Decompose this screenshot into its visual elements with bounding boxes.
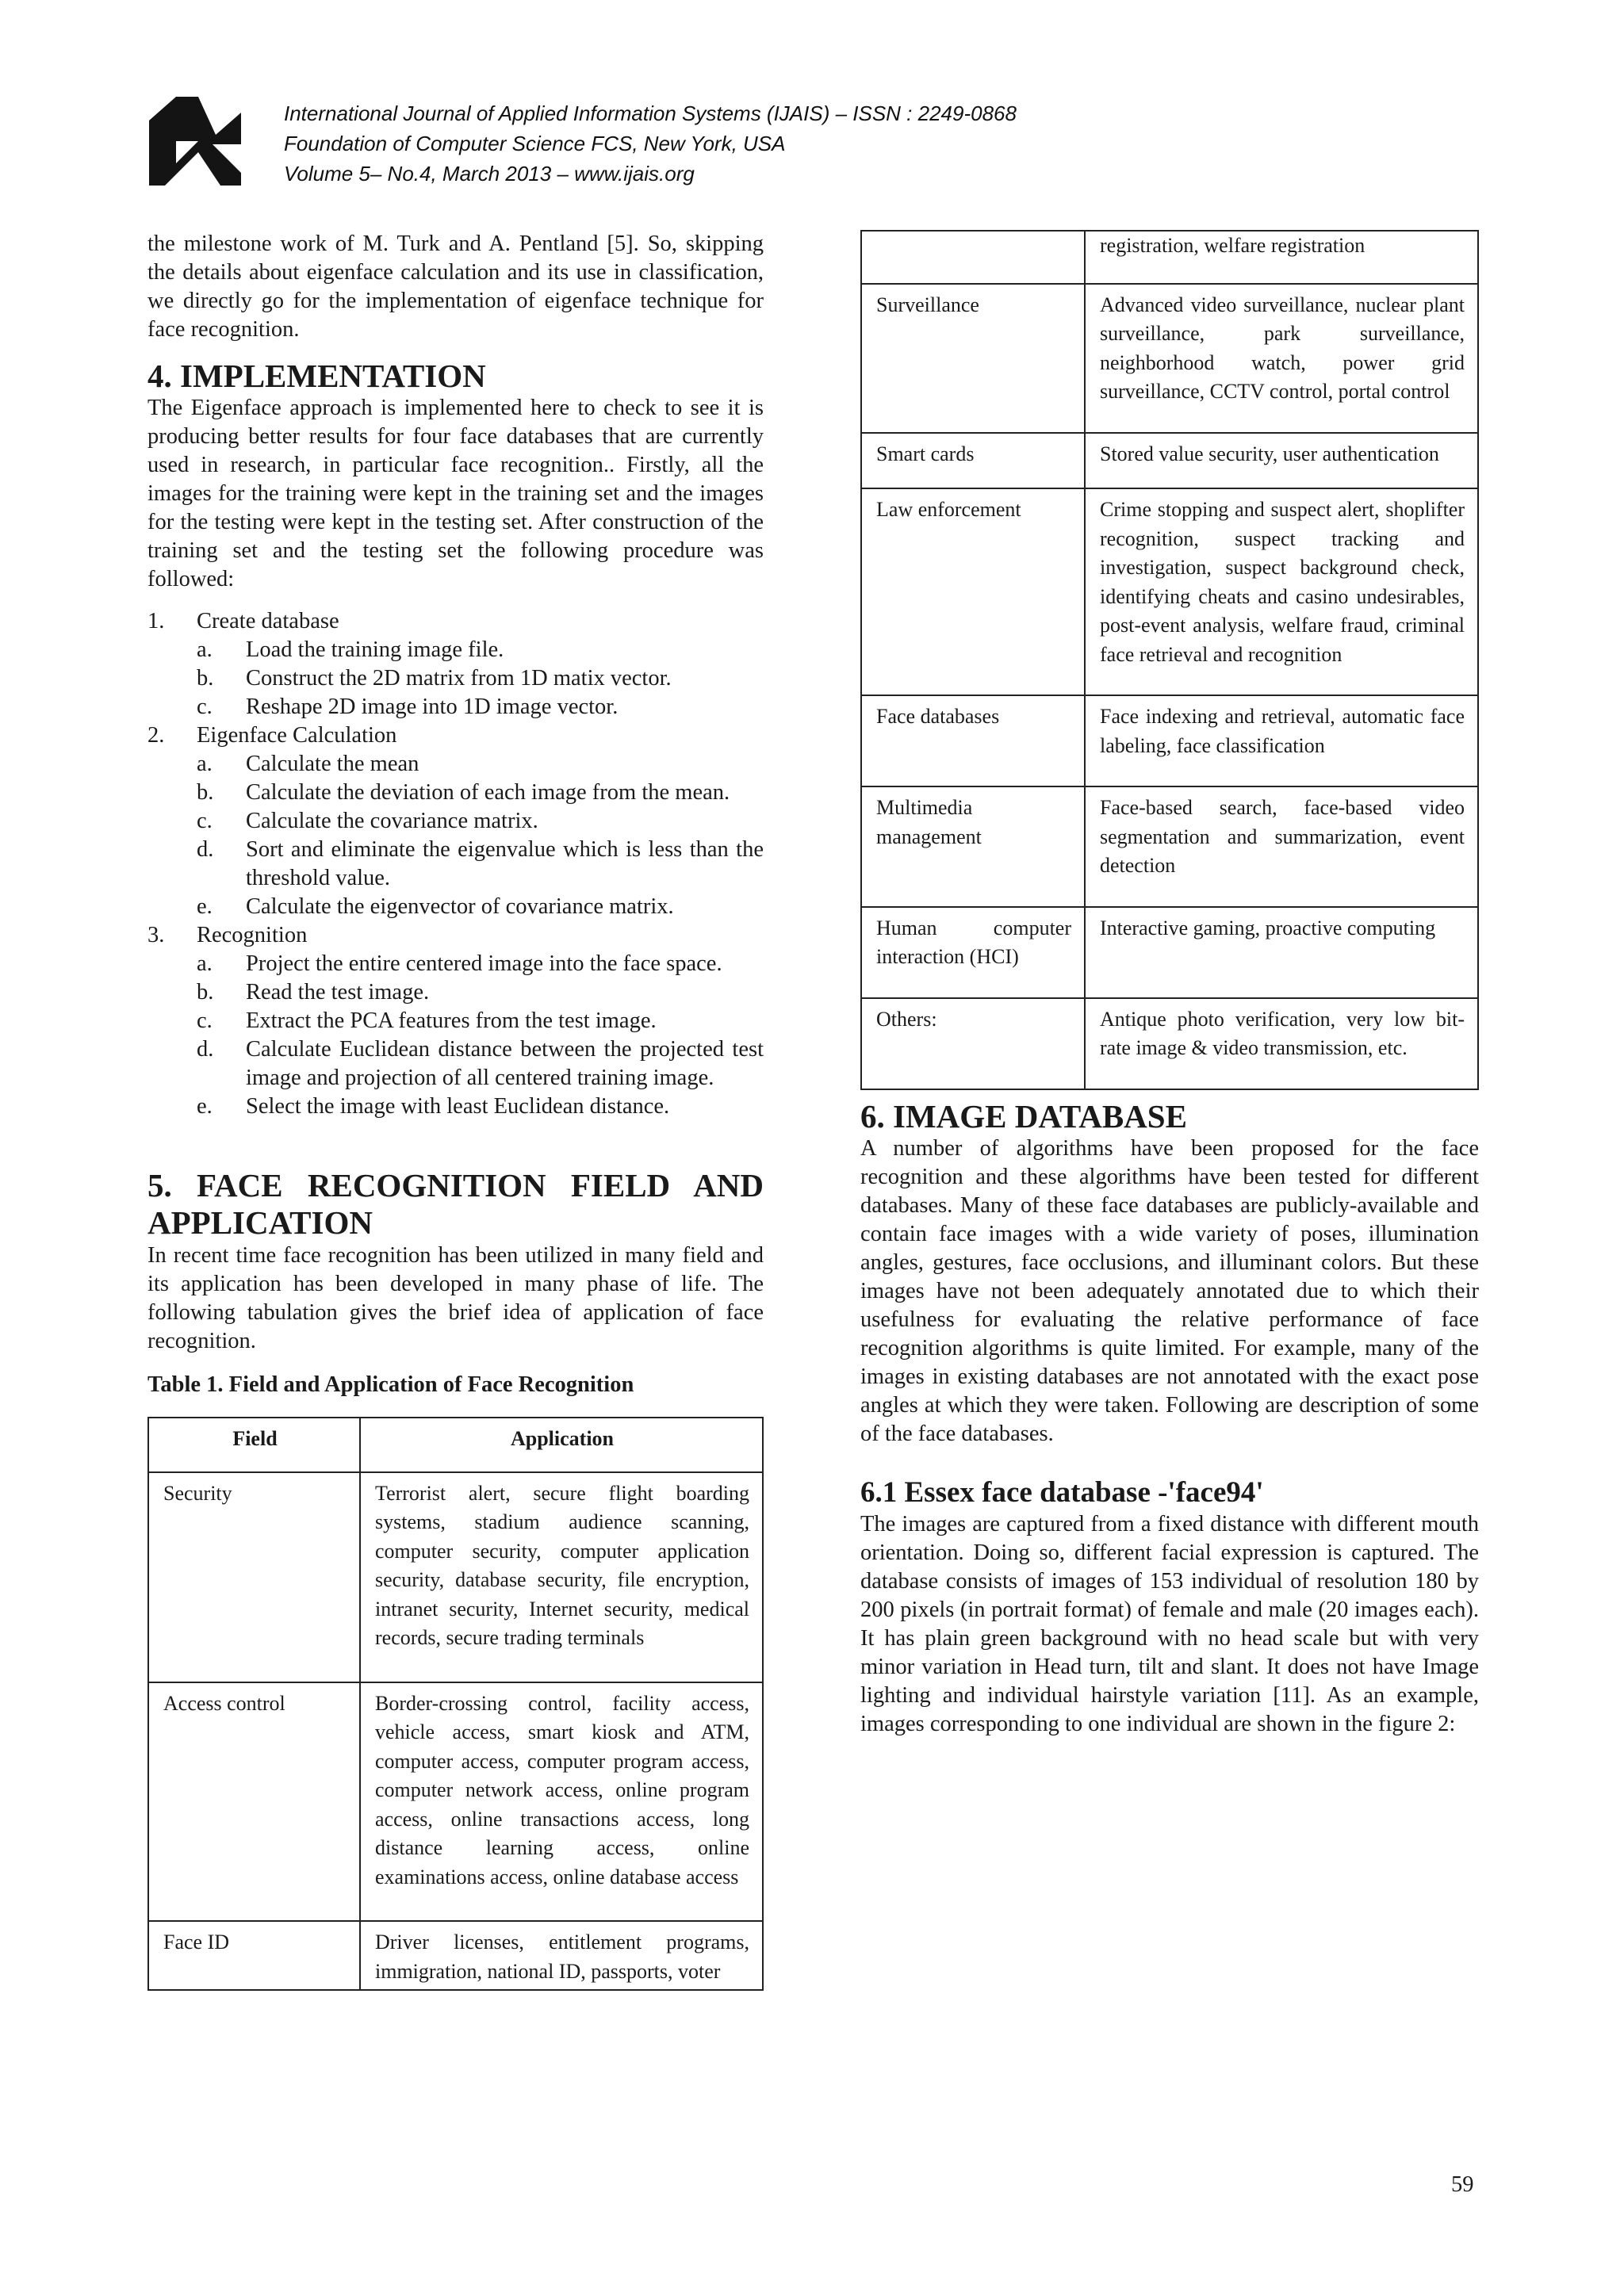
table-row [861,488,1478,695]
step-number: 3. [147,923,165,947]
sub-list [197,950,764,1121]
journal-header [284,98,1017,189]
step-number: 1. [147,609,165,633]
application-table-part-1 [147,1417,764,1991]
application-cell: registration, welfare registration [1085,231,1478,284]
application-cell: Advanced video surveillance, nuclear plant surveillance, park surveillance, neighborhood watch, power grid surveillance, CCTV control, portal control [1085,284,1478,433]
application-cell: Face indexing and retrieval, automatic face labeling, face classification [1085,695,1478,786]
section-5-heading-line-1: 5. FACE RECOGNITION FIELD AND [147,1167,764,1203]
list-item [147,779,764,807]
sub-text: Project the entire centered image into the face space. [246,951,722,976]
application-cell: Border-crossing control, facility access, vehicle access, smart kiosk and ATM, computer access, computer program access, computer network access, online program access, online transactions access, long distance learning access, online examinations access, online database access [360,1682,763,1922]
field-cell: Surveillance [861,284,1085,433]
header-line-2: Foundation of Computer Science FCS, New York, USA [284,132,786,155]
sub-list [197,636,764,721]
application-cell: Crime stopping and suspect alert, shoplifter recognition, suspect tracking and investigation, suspect background check, identifying cheats and casino undesirables, post-event analysis, welfare fraud, criminal face retrieval and recognition [1085,488,1478,695]
sub-letter: d. [197,1037,214,1062]
list-item [147,921,764,1121]
field-cell: Face ID [148,1921,360,1990]
sub-text: Calculate the deviation of each image from the mean. [246,780,730,805]
step-label: Create database [197,609,339,633]
header-line-3: Volume 5– No.4, March 2013 – www.ijais.org [284,162,695,186]
section-5-heading-line-2: APPLICATION [147,1204,373,1241]
sub-letter: b. [197,780,214,805]
field-cell: Law enforcement [861,488,1085,695]
table-row [148,1682,763,1922]
intro-paragraph: the milestone work of M. Turk and A. Pentland [5]. So, skipping the details about eigenface calculation and its use in classification, we directly go for the implementation of eigenface technique for face recognition. [147,232,764,342]
header-line-1: International Journal of Applied Information Systems (IJAIS) – ISSN : 2249-0868 [284,101,1017,125]
section-6-heading: 6. IMAGE DATABASE [860,1097,1187,1135]
table-row [861,998,1478,1089]
sub-letter: c. [197,809,213,833]
list-item [147,1035,764,1093]
list-item [147,893,764,921]
list-item [147,693,764,721]
sub-letter: a. [197,951,213,976]
list-item [147,607,764,721]
list-item [147,807,764,836]
table-header-row [148,1418,763,1472]
list-item [147,636,764,664]
field-cell: Access control [148,1682,360,1922]
section-4-body: The Eigenface approach is implemented here to check to see it is producing better results for four face databases that are currently used in research, in particular face recognition.. Firstly, all the images for the training were kept in the training set and the images for the testing were kept in the testing set. After construction of the training set and the testing set the following procedure was followed: [147,396,764,591]
section-5-heading [147,1167,764,1204]
sub-text: Calculate the covariance matrix. [246,809,538,833]
sub-letter: c. [197,695,213,719]
field-cell: Smart cards [861,433,1085,489]
page-number: 59 [1451,2172,1474,2197]
sub-text: Calculate the eigenvector of covariance matrix. [246,894,674,919]
sub-text: Reshape 2D image into 1D image vector. [246,695,619,719]
sub-letter: e. [197,1094,213,1119]
sub-letter: b. [197,666,214,691]
application-cell: Driver licenses, entitlement programs, immigration, national ID, passports, voter [360,1921,763,1990]
field-cell: Face databases [861,695,1085,786]
list-item [147,978,764,1007]
table-row [861,907,1478,998]
section-6-1-heading: 6.1 Essex face database -'face94' [860,1475,1264,1509]
journal-logo-icon [149,97,241,186]
table-row [861,695,1478,786]
table-row [148,1921,763,1990]
application-cell: Interactive gaming, proactive computing [1085,907,1478,998]
step-label: Eigenface Calculation [197,723,397,748]
application-cell: Face-based search, face-based video segmentation and summarization, event detection [1085,786,1478,907]
list-item [147,836,764,893]
sub-letter: c. [197,1008,213,1033]
field-cell: Security [148,1472,360,1682]
sub-letter: a. [197,637,213,662]
table-row [861,433,1478,489]
sub-text: Read the test image. [246,980,430,1004]
field-cell: Others: [861,998,1085,1089]
list-item [147,1007,764,1035]
table-row [148,1472,763,1682]
table-row [861,786,1478,907]
field-cell [861,231,1085,284]
list-item [147,664,764,693]
list-item [147,750,764,779]
step-number: 2. [147,723,165,748]
field-cell: Multimedia management [861,786,1085,907]
sub-letter: d. [197,837,214,862]
field-cell: Human computer interaction (HCI) [861,907,1085,998]
list-item [147,721,764,921]
sub-text: Sort and eliminate the eigenvalue which is less than the threshold value. [246,837,764,890]
right-column [860,230,1479,1739]
application-cell: Stored value security, user authentication [1085,433,1478,489]
table-row [861,284,1478,433]
step-label: Recognition [197,923,308,947]
left-column [147,230,764,1991]
section-4-heading: 4. IMPLEMENTATION [147,358,486,394]
sub-list [197,750,764,921]
sub-text: Calculate Euclidean distance between the projected test image and projection of all centered training image. [246,1037,764,1090]
sub-text: Calculate the mean [246,752,419,776]
table-header-application: Application [360,1418,763,1472]
sub-text: Extract the PCA features from the test image. [246,1008,657,1033]
sub-text: Load the training image file. [246,637,504,662]
sub-letter: b. [197,980,214,1004]
section-6-1-body: The images are captured from a fixed distance with different mouth orientation. Doing so, different facial expression is captured. The database consists of images of 153 individual of resolution 180 by 200 pixels (in portrait format) of female and male (20 images each). It has plain green background with no head scale but with very minor variation in Head turn, tilt and slant. It does not have Image lighting and individual hairstyle variation [11]. As an example, images corresponding to one individual are shown in the figure 2: [860,1511,1479,1736]
application-cell: Terrorist alert, secure flight boarding systems, stadium audience scanning, computer security, computer application security, database security, file encryption, intranet security, Internet security, medical records, secure trading terminals [360,1472,763,1682]
application-cell: Antique photo verification, very low bit-rate image & video transmission, etc. [1085,998,1478,1089]
sub-text: Select the image with least Euclidean distance. [246,1094,670,1119]
table-row [861,231,1478,284]
sub-letter: a. [197,752,213,776]
application-table-part-2 [860,230,1479,1090]
table-header-field: Field [148,1418,360,1472]
list-item [147,950,764,978]
table-caption: Table 1. Field and Application of Face Recognition [147,1372,634,1397]
section-6-body: A number of algorithms have been proposed for the face recognition and these algorithms have been tested for different databases. Many of these face databases are publicly-available and contain face images with a wide variety of poses, illumination angles, gestures, face occlusions, and illuminant colors. But these images have not been adequately annotated due to which their usefulness for evaluating the relative performance of face recognition algorithms is quite limited. For example, many of the images in existing databases are not annotated with the exact pose angles at which they were taken. Following are description of some of the face databases. [860,1135,1479,1446]
procedure-list [147,607,764,1121]
sub-text: Construct the 2D matrix from 1D matix vector. [246,666,672,691]
list-item [147,1093,764,1121]
sub-letter: e. [197,894,213,919]
section-5-body: In recent time face recognition has been utilized in many field and its application has been developed in many phase of life. The following tabulation gives the brief idea of application of face recognition. [147,1243,764,1353]
